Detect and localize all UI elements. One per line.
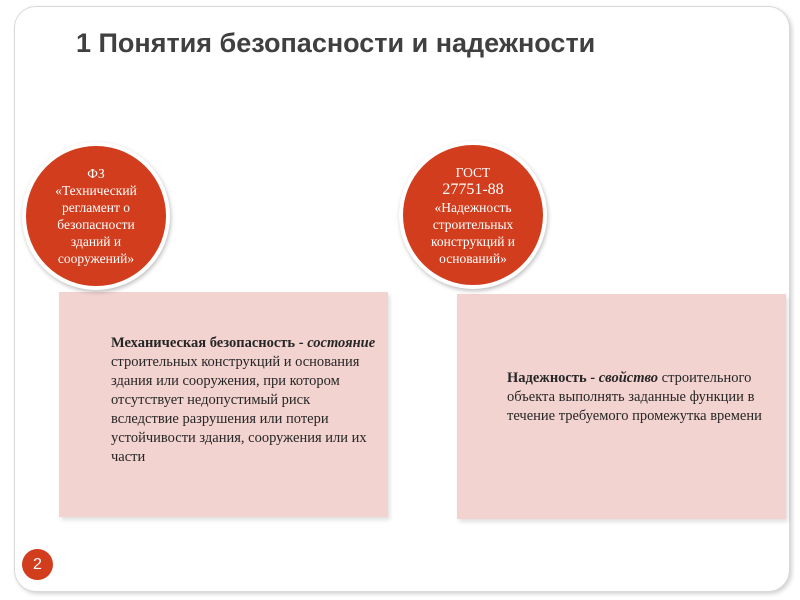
circle-line: «Надежность <box>434 199 512 215</box>
circle-line: 27751-88 <box>442 180 504 198</box>
source-circle-federal-law <box>22 142 170 290</box>
definition-term: Надежность <box>507 370 587 386</box>
circle-line: регламент о <box>61 200 131 215</box>
circle-line: безопасности <box>57 217 135 232</box>
slide-title: 1 Понятия безопасности и надежности <box>76 28 596 58</box>
circle-line: ГОСТ <box>455 164 491 180</box>
circle-line: сооружений» <box>57 251 135 266</box>
circle-line: конструкций и <box>430 233 516 249</box>
definition-kind: свойство <box>598 370 659 386</box>
definition-body: строительных конструкций и основания здания или сооружения, при котором отсутствует недопустимый риск вследствие разрушения или потери устойчивости здания, сооружения или их части <box>111 354 367 465</box>
definition-kind: состояние <box>307 335 376 351</box>
definition-card-mechanical-safety <box>59 292 388 517</box>
definition-text <box>111 334 379 467</box>
definition-body: строительного объекта выполнять заданные функции в течение требуемого промежутка времени <box>507 370 762 424</box>
page-number-badge: 2 <box>22 549 53 580</box>
definition-dash: - <box>295 335 308 351</box>
definition-term: Механическая безопасность <box>111 335 296 351</box>
circle-line: «Технический <box>55 183 137 198</box>
circle-line: зданий и <box>70 234 122 249</box>
definition-card-reliability <box>457 294 786 519</box>
source-circle-gost <box>399 141 547 289</box>
circle-line: ФЗ <box>87 166 105 181</box>
definition-dash: - <box>586 370 599 386</box>
circle-line: строительных <box>432 216 514 232</box>
circle-line: оснований» <box>439 250 507 266</box>
definition-text <box>507 369 783 426</box>
